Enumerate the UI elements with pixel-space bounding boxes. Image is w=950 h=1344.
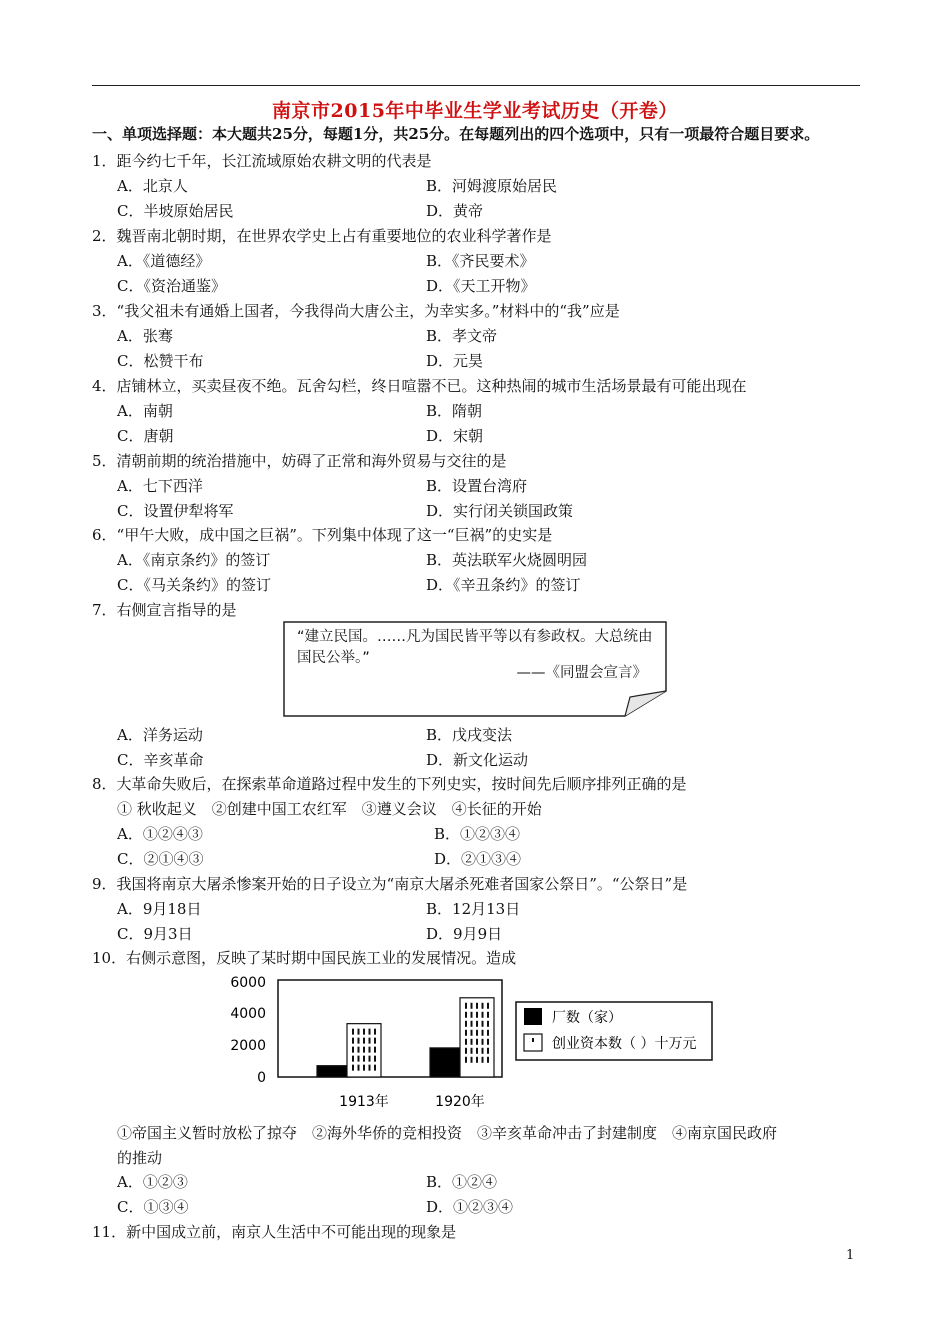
bar-window-mark <box>369 1056 371 1062</box>
question-6-option-a[interactable]: A．《南京条约》的签订 <box>117 551 271 569</box>
bar-window-mark <box>476 1012 478 1018</box>
bar-window-mark <box>358 1065 360 1071</box>
bar-window-mark <box>476 1003 478 1009</box>
question-3-option-a[interactable]: A．张骞 <box>117 327 173 345</box>
legend-label-capital: 创业资本数（ ）十万元 <box>552 1036 697 1052</box>
question-1-option-c[interactable]: C．半坡原始居民 <box>117 202 234 220</box>
chart-svg <box>220 970 720 1120</box>
question-10-option-b[interactable]: B．①②④ <box>426 1173 498 1191</box>
question-1-option-a[interactable]: A．北京人 <box>117 177 188 195</box>
y-tick-label: 2000 <box>230 1038 266 1054</box>
bar-window-mark <box>482 1012 484 1018</box>
bar-window-mark <box>465 1048 467 1054</box>
bar-window-mark <box>482 1030 484 1036</box>
bar-window-mark <box>369 1038 371 1044</box>
legend-label-factories: 厂数（家） <box>552 1010 622 1026</box>
bar-window-mark <box>352 1065 354 1071</box>
bar-window-mark <box>476 1057 478 1063</box>
legend-swatch-factories <box>524 1008 542 1025</box>
bar-window-mark <box>358 1056 360 1062</box>
question-9-option-c[interactable]: C．9月3日 <box>117 925 193 943</box>
bar-factories <box>317 1066 349 1077</box>
question-8-option-c[interactable]: C．②①④③ <box>117 850 204 868</box>
bar-window-mark <box>369 1047 371 1053</box>
question-2-option-a[interactable]: A．《道德经》 <box>117 252 211 270</box>
question-6-option-b[interactable]: B．英法联军火烧圆明园 <box>426 551 588 569</box>
question-10-option-c[interactable]: C．①③④ <box>117 1198 189 1216</box>
bar-window-mark <box>363 1056 365 1062</box>
question-6-option-c[interactable]: C．《马关条约》的签订 <box>117 576 271 594</box>
bar-window-mark <box>369 1029 371 1035</box>
section-heading: 一、单项选择题：本大题共25分，每题1分，共25分。在每题列出的四个选项中，只有一项最符合题目要求。 <box>92 125 820 143</box>
quote-source: ——《同盟会宣言》 <box>516 665 647 681</box>
question-5-stem: 5．清朝前期的统治措施中，妨碍了正常和海外贸易与交往的是 <box>92 452 507 470</box>
question-9-stem: 9．我国将南京大屠杀惨案开始的日子设立为“南京大屠杀死难者国家公祭日”。“公祭日”是 <box>92 875 688 893</box>
bar-window-mark <box>352 1056 354 1062</box>
question-10-reasons: ①帝国主义暂时放松了掠夺 ②海外华侨的竞相投资 ③辛亥革命冲击了封建制度 ④南京国民政府 <box>117 1124 778 1142</box>
bar-window-mark <box>482 1003 484 1009</box>
question-9-option-d[interactable]: D．9月9日 <box>426 925 503 943</box>
bar-window-mark <box>363 1047 365 1053</box>
bar-window-mark <box>476 1039 478 1045</box>
question-5-option-a[interactable]: A．七下西洋 <box>117 477 203 495</box>
x-category-label: 1913年 <box>339 1094 389 1110</box>
question-3-option-c[interactable]: C．松赞干布 <box>117 352 204 370</box>
x-category-label: 1920年 <box>435 1094 485 1110</box>
question-11-stem: 11．新中国成立前，南京人生活中不可能出现的现象是 <box>92 1223 457 1241</box>
question-4-option-b[interactable]: B．隋朝 <box>426 402 483 420</box>
question-6-stem: 6．“甲午大败，成中国之巨祸”。下列集中体现了这一“巨祸”的史实是 <box>92 526 553 544</box>
bar-window-mark <box>465 1012 467 1018</box>
page-number: 1 <box>846 1248 855 1263</box>
bar-window-mark <box>363 1029 365 1035</box>
legend-swatch-capital-mark <box>532 1038 534 1042</box>
bar-window-mark <box>358 1029 360 1035</box>
bar-window-mark <box>369 1065 371 1071</box>
bar-window-mark <box>465 1021 467 1027</box>
question-9-option-b[interactable]: B．12月13日 <box>426 900 521 918</box>
question-3-stem: 3．“我父祖未有通婚上国者，今我得尚大唐公主，为幸实多。”材料中的“我”应是 <box>92 302 620 320</box>
question-8-stem: 8．大革命失败后，在探索革命道路过程中发生的下列史实，按时间先后顺序排列正确的是 <box>92 775 687 793</box>
question-8-option-d[interactable]: D．②①③④ <box>434 850 522 868</box>
bar-window-mark <box>358 1038 360 1044</box>
question-8-option-a[interactable]: A．①②④③ <box>117 825 203 843</box>
industry-bar-chart <box>220 970 720 1120</box>
bar-window-mark <box>465 1057 467 1063</box>
bar-window-mark <box>476 1030 478 1036</box>
top-rule <box>92 85 860 86</box>
bar-window-mark <box>471 1012 473 1018</box>
question-2-option-c[interactable]: C．《资治通鉴》 <box>117 277 226 295</box>
question-1-option-d[interactable]: D．黄帝 <box>426 202 484 220</box>
question-4-option-c[interactable]: C．唐朝 <box>117 427 174 445</box>
question-10-stem: 10．右侧示意图，反映了某时期中国民族工业的发展情况。造成 <box>92 949 517 967</box>
bar-window-mark <box>487 1039 489 1045</box>
bar-window-mark <box>374 1038 376 1044</box>
bar-capital <box>460 998 494 1077</box>
question-2-stem: 2．魏晋南北朝时期，在世界农学史上占有重要地位的农业科学著作是 <box>92 227 552 245</box>
bar-window-mark <box>471 1039 473 1045</box>
question-10-reasons-cont: 的推动 <box>117 1149 163 1167</box>
bar-window-mark <box>352 1047 354 1053</box>
bar-window-mark <box>465 1003 467 1009</box>
question-7-option-a[interactable]: A．洋务运动 <box>117 726 203 744</box>
bar-window-mark <box>471 1021 473 1027</box>
bar-window-mark <box>482 1057 484 1063</box>
bar-window-mark <box>471 1030 473 1036</box>
y-tick-label: 4000 <box>230 1006 266 1022</box>
bar-window-mark <box>363 1065 365 1071</box>
bar-window-mark <box>358 1047 360 1053</box>
question-3-option-d[interactable]: D．元昊 <box>426 352 484 370</box>
bar-window-mark <box>374 1056 376 1062</box>
bar-window-mark <box>487 1030 489 1036</box>
question-3-option-b[interactable]: B．孝文帝 <box>426 327 498 345</box>
bar-window-mark <box>374 1029 376 1035</box>
bar-window-mark <box>465 1030 467 1036</box>
question-6-option-d[interactable]: D．《辛丑条约》的签订 <box>426 576 581 594</box>
question-5-option-b[interactable]: B．设置台湾府 <box>426 477 528 495</box>
bar-window-mark <box>352 1038 354 1044</box>
question-4-stem: 4．店铺林立，买卖昼夜不绝。瓦舍勾栏，终日喧嚣不已。这种热闹的城市生活场景最有可能出现在 <box>92 377 747 395</box>
bar-window-mark <box>482 1048 484 1054</box>
question-4-option-d[interactable]: D．宋朝 <box>426 427 484 445</box>
question-1-option-b[interactable]: B．河姆渡原始居民 <box>426 177 558 195</box>
question-2-option-b[interactable]: B．《齐民要术》 <box>426 252 535 270</box>
bar-window-mark <box>487 1048 489 1054</box>
bar-factories <box>430 1048 462 1077</box>
bar-window-mark <box>465 1039 467 1045</box>
bar-window-mark <box>374 1065 376 1071</box>
bar-window-mark <box>482 1039 484 1045</box>
question-8-option-b[interactable]: B．①②③④ <box>434 825 521 843</box>
bar-window-mark <box>363 1038 365 1044</box>
bar-window-mark <box>476 1048 478 1054</box>
question-1-stem: 1．距今约七千年，长江流域原始农耕文明的代表是 <box>92 152 432 170</box>
bar-window-mark <box>476 1021 478 1027</box>
bar-window-mark <box>487 1057 489 1063</box>
bar-window-mark <box>374 1047 376 1053</box>
question-5-option-c[interactable]: C．设置伊犁将军 <box>117 502 234 520</box>
legend-swatch-capital <box>524 1034 542 1051</box>
question-7-option-d[interactable]: D．新文化运动 <box>426 751 529 769</box>
bar-window-mark <box>487 1012 489 1018</box>
question-8-events: ① 秋收起义 ②创建中国工农红军 ③遵义会议 ④长征的开始 <box>117 800 542 818</box>
bar-window-mark <box>487 1021 489 1027</box>
question-2-option-d[interactable]: D．《天工开物》 <box>426 277 536 295</box>
manifesto-quote-box <box>283 621 667 717</box>
question-5-option-d[interactable]: D．实行闭关锁国政策 <box>426 502 574 520</box>
question-9-option-a[interactable]: A．9月18日 <box>117 900 202 918</box>
question-7-option-c[interactable]: C．辛亥革命 <box>117 751 204 769</box>
y-tick-label: 0 <box>257 1070 266 1086</box>
question-7-stem: 7．右侧宣言指导的是 <box>92 601 237 619</box>
bar-window-mark <box>482 1021 484 1027</box>
bar-window-mark <box>471 1048 473 1054</box>
bar-window-mark <box>352 1029 354 1035</box>
question-10-option-d[interactable]: D．①②③④ <box>426 1198 514 1216</box>
quote-text: “建立民国。……凡为国民皆平等以有参政权。大总统由国民公举。” <box>297 629 653 666</box>
page-title: 南京市2015年中毕业生学业考试历史（开卷） <box>272 100 678 122</box>
bar-window-mark <box>471 1057 473 1063</box>
question-7-option-b[interactable]: B．戊戌变法 <box>426 726 513 744</box>
question-10-option-a[interactable]: A．①②③ <box>117 1173 188 1191</box>
question-4-option-a[interactable]: A．南朝 <box>117 402 173 420</box>
bar-window-mark <box>471 1003 473 1009</box>
y-tick-label: 6000 <box>230 975 266 991</box>
bar-window-mark <box>487 1003 489 1009</box>
